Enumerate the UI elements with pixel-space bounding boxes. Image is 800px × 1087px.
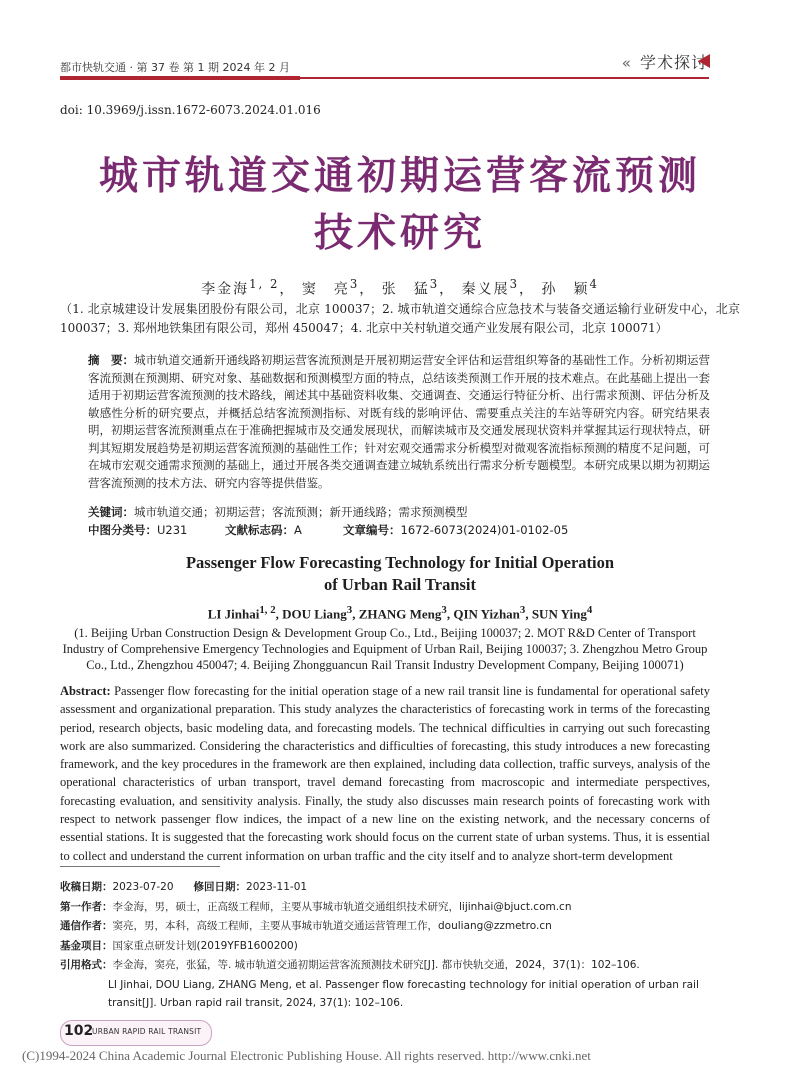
keywords-cn-label: 关键词： [88,505,134,519]
author-name: LI Jinhai [207,606,260,622]
author-affil: 1, 2 [249,277,280,291]
first-author-row [60,898,710,918]
footnotes [60,878,710,1012]
page-footer-badge [60,1020,212,1046]
title-cn-line1: 城市轨道交通初期运营客流预测 [98,153,701,199]
fund-text: 国家重点研发计划(2019YFB1600200) [112,939,298,952]
article-number [343,522,568,538]
document-code [225,522,302,538]
author-name: DOU Liang [282,606,347,622]
section-title: 学术探讨 [639,53,708,72]
title-en-line1: Passenger Flow Forecasting Technology for Initial Operation [185,553,615,572]
received-date: 2023-07-20 [112,881,174,893]
author-name: 张 猛 [381,281,430,298]
title-en-line2: of Urban Rail Transit [323,575,477,594]
author-affil: 3 [519,604,526,616]
title-cn-line2: 技术研究 [313,210,486,256]
author-affil: 4 [589,277,599,291]
citation-label: 引用格式： [60,959,113,971]
clc-number [88,522,187,538]
triangle-left-icon [698,54,710,68]
author-affil: 3 [509,277,519,291]
clc-label: 中图分类号： [88,523,157,537]
author-name: SUN Ying [531,606,587,622]
abstract-cn [88,352,710,492]
header-rule-accent [60,76,300,80]
dates-row [60,878,710,898]
title-en [40,552,760,596]
author-name: 秦义展 [461,281,510,298]
authors-cn: 李金海$^{1, 2}$， 窦 亮$^3$， 张 猛$^3$， 秦义展$^3$， 孙 颖$^4$ [201,277,599,298]
abstract-en-label: Abstract: [60,684,111,698]
author-name: ZHANG Meng [358,606,442,622]
title-cn [40,148,760,262]
corresponding-text: 窦亮，男，本科，高级工程师，主要从事城市轨道交通运营管理工作，douliang@zzmetro.cn [112,920,552,932]
page-number: 102 [64,1023,94,1039]
revised-date: 2023-11-01 [246,881,308,893]
clc-value: U231 [157,523,188,537]
abstract-cn-label: 摘 要： [88,353,135,367]
affiliations-cn: （1. 北京城建设计发展集团股份有限公司，北京 100037；2. 城市轨道交通综合应急技术与装备交通运输行业研发中心，北京 100037；3. 郑州地铁集团有限公司，郑州 450047；4. 北京中关村轨道交通产业发展有限公司，北京 100071） [60,302,740,335]
author-name: 窦 亮 [301,281,350,298]
abstract-en-text: Passenger flow forecasting for the initial operation stage of a new rail transit line is fundamental for operational safety assessment and organizational preparation. This study analyzes the characteristics of forecasting work in terms of the forecasting period, research objects, basic modeling data, and forecasting models. The technical difficulties in carrying out such forecasting work are also summarized. Considering the characteristics and difficulties of forecasting, this study introduces a new forecasting framework, and the key procedures in the framework are then explained, including data collection, traffic surveys, analysis of the operational characteristics of urban transport, travel demand forecasting from macroscopic and intermediate perspectives, forecasting evaluation, and sensitivity analysis. Finally, the study also discusses main research points of forecasting work with respect to network passenger flow indices, the impact of a new line on the existing network, and the necessary concerns of essential stations. It is suggested that the forecasting work should focus on the current state of urban systems. Thus, it is essential to collect and understand the current information on urban traffic and the city itself and to analyze short-term development [60,684,711,863]
citation-en: LI Jinhai, DOU Liang, ZHANG Meng, et al. Passenger flow forecasting technology for initial operation of urban rail transit[J]. Urban rapid rail transit, 2024, 37(1): 102–106. [108,978,699,1009]
article-label: 文章编号： [343,523,401,537]
author-affil: 4 [586,604,593,616]
first-author-text: 李金海，男，硕士，正高级工程师，主要从事城市轨道交通组织技术研究，lijinhai@bjuct.com.cn [112,900,572,913]
revised-label: 修回日期： [193,881,247,893]
author-affil: 3 [441,604,447,616]
fund-row [60,937,710,957]
author-name: 李金海 [201,281,250,298]
received-label: 收稿日期： [60,881,113,893]
doi: doi: 10.3969/j.issn.1672-6073.2024.01.016 [60,103,321,117]
journal-issue-header: 都市快轨交通 · 第 37 卷 第 1 期 2024 年 2 月 [60,61,290,74]
author-affil: 3 [349,277,360,291]
double-chevron-left-icon: « [621,54,632,72]
keywords-cn-text: 城市轨道交通；初期运营；客流预测；新开通线路；需求预测模型 [134,505,468,519]
doc-label: 文献标志码： [225,523,294,537]
copyright-line: (C)1994-2024 China Academic Journal Electronic Publishing House. All rights reserved. http://www.cnki.net [22,1048,591,1063]
corresponding-label: 通信作者： [60,920,113,932]
author-name: QIN Yizhan [453,606,520,622]
keywords-cn [88,504,710,520]
footnote-rule [60,866,220,867]
authors-en: LI Jinhai$^{1, 2}$, DOU Liang$^3$, ZHANG Meng$^3$, QIN Yizhan$^3$, SUN Ying$^4$ [207,604,593,622]
author-affil: 3 [346,604,353,616]
author-affil: 1, 2 [259,604,276,616]
abstract-en [60,682,710,865]
article-value: 1672-6073(2024)01-0102-05 [400,523,569,537]
corresponding-row [60,917,710,937]
affiliations-en: (1. Beijing Urban Construction Design & Development Group Co., Ltd., Beijing 100037; 2. MOT R&D Center of Transport Industry of Comprehensive Emergency Technologies and Equipment of Urban Rail, Beijing 100037; 3. Zhengzhou Metro Group Co., Ltd., Zhengzhou 450047; 4. Beijing Zhongguancun Rail Transit Industry Development Company, Beijing 100071) [62,626,708,672]
doc-value: A [294,523,302,537]
citation-row [60,956,710,976]
abstract-cn-text: 城市轨道交通新开通线路初期运营客流预测是开展初期运营安全评估和运营组织筹备的基础性工作。分析初期运营客流预测在预测期、研究对象、基础数据和预测模型方面的特点，总结该类预测工作开展的技术难点。在此基础上提出一套适用于初期运营客流预测的技术路线，阐述其中基础资料收集、交通调查、交通运行特征分析、出行需求预测、评估分析及敏感性分析的研究要点，并概括总结客流预测指标、对既有线的影响评估、需要重点关注的车站等研究内容。研究结果表明，初期运营客流预测重点在于准确把握城市及交通发展现状，而解读城市及交通发展现状资料并掌握其运行现状特点，研判其短期发展趋势是初期运营客流预测的基础性工作；针对宏观交通需求分析模型对微观客流指标预测的精度不足问题，可在城市宏观交通需求预测的基础上，通过开展各类交通调查建立城轨系统出行需求分析专题模型。本研究成果以期为初期运营客流预测的技术方法、研究内容等提供借鉴。 [88,353,710,490]
section-label [622,50,708,73]
first-author-label: 第一作者： [60,900,113,913]
citation-cn: 李金海，窦亮，张猛，等. 城市轨道交通初期运营客流预测技术研究[J]. 都市快轨交通，2024，37(1)：102–106. [112,959,640,971]
author-name: 孙 颖 [541,281,590,298]
fund-label: 基金项目： [60,939,113,952]
author-affil: 3 [429,277,440,291]
footer-journal-name: URBAN RAPID RAIL TRANSIT [92,1027,202,1036]
